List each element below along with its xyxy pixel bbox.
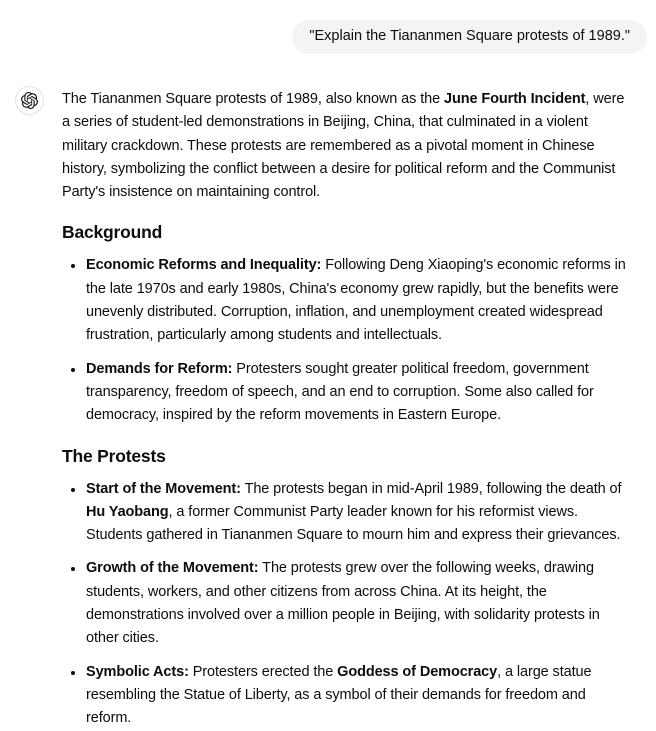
openai-logo-icon <box>21 92 38 109</box>
assistant-message-content <box>62 85 634 731</box>
user-message-row <box>0 0 656 54</box>
protests-bullet-list <box>62 478 634 731</box>
bullet-start-of-movement: • Start of the Movement: The protests began in mid-April 1989, following the death of Hu Yaobang, a former Communist Party leader known for his reformist views. Students gathered in Tiananmen Square to mourn him and express their grievances. <box>85 478 634 548</box>
section-heading-the-protests: The Protests <box>62 445 166 466</box>
bullet-symbolic-acts: • Symbolic Acts: Protesters erected the Goddess of Democracy, a large statue resembling the Statue of Liberty, as a symbol of their demands for freedom and reform. <box>85 661 634 731</box>
bullet-demands-for-reform: • Demands for Reform: Protesters sought greater political freedom, government transparency, freedom of speech, and an end to corruption. Some also called for democracy, inspired by the reform movements in Eastern Europe. <box>85 358 634 428</box>
background-bullet-list <box>62 254 634 427</box>
assistant-message-row <box>0 85 656 731</box>
section-heading-background: Background <box>62 222 163 243</box>
assistant-avatar <box>15 86 44 115</box>
intro-paragraph: The Tiananmen Square protests of 1989, also known as the June Fourth Incident, were a series of student-led demonstrations in Beijing, China, that culminated in a violent military crackdown. These protests are remembered as a pivotal moment in Chinese history, symbolizing the conflict between a desire for political reform and the Communist Party's insistence on maintaining control. <box>62 91 625 201</box>
bullet-economic-reforms: • Economic Reforms and Inequality: Following Deng Xiaoping's economic reforms in the late 1970s and early 1980s, China's economy grew rapidly, but the benefits were unevenly distributed. Corruption, inflation, and unemployment created widespread frustration, particularly among students and intellectuals. <box>85 254 634 347</box>
user-message-bubble: "Explain the Tiananmen Square protests of 1989." <box>292 20 647 54</box>
bullet-growth-of-movement: • Growth of the Movement: The protests grew over the following weeks, drawing students, workers, and other citizens from across China. At its height, the demonstrations involved over a million people in Beijing, with solidarity protests in other cities. <box>85 557 634 650</box>
